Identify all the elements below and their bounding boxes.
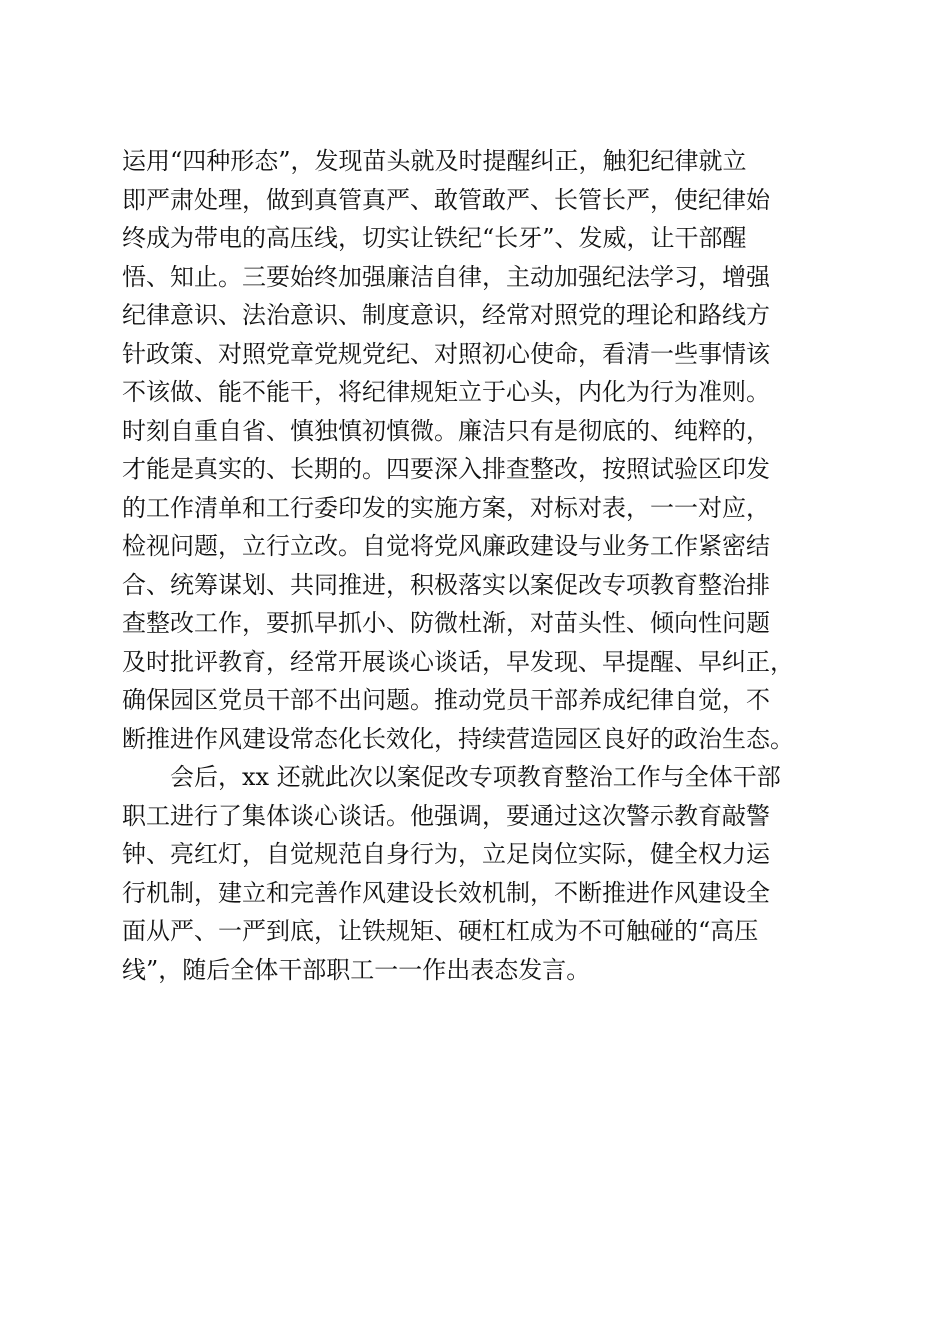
text-line: 面从严、一严到底，让铁规矩、硬杠杠成为不可触碰的“高压 bbox=[122, 917, 759, 945]
text-line: 终成为带电的高压线，切实让铁纪“长牙”、发威，让干部醒 bbox=[122, 224, 747, 252]
text-line: 时刻自重自省、慎独慎初慎微。廉洁只有是彻底的、纯粹的， bbox=[122, 416, 770, 445]
text-line: 职工进行了集体谈心谈话。他强调，要通过这次警示教育敲警 bbox=[122, 801, 770, 830]
text-line: 断推进作风建设常态化长效化，持续营造园区良好的政治生态。 bbox=[122, 724, 794, 753]
text-line: 即严肃处理，做到真管真严、敢管敢严、长管长严，使纪律始 bbox=[122, 185, 770, 214]
text-line: 行机制，建立和完善作风建设长效机制，不断推进作风建设全 bbox=[122, 878, 770, 907]
text-line: 线”，随后全体干部职工一一作出表态发言。 bbox=[122, 955, 591, 984]
text-line: 运用“四种形态”，发现苗头就及时提醒纠正，触犯纪律就立 bbox=[122, 147, 747, 175]
text-line: 检视问题，立行立改。自觉将党风廉政建设与业务工作紧密结 bbox=[122, 532, 770, 560]
paragraph-2 bbox=[122, 758, 832, 989]
paragraph-1 bbox=[122, 142, 832, 758]
text-line: 合、统筹谋划、共同推进，积极落实以案促改专项教育整治排 bbox=[122, 570, 770, 599]
body-text bbox=[122, 142, 832, 989]
text-line: 钟、亮红灯，自觉规范自身行为，立足岗位实际，健全权力运 bbox=[122, 840, 770, 868]
text-line: 才能是真实的、长期的。四要深入排查整改，按照试验区印发 bbox=[122, 455, 770, 483]
text-line: 纪律意识、法治意识、制度意识，经常对照党的理论和路线方 bbox=[122, 301, 770, 329]
text-line: 针政策、对照党章党规党纪、对照初心使命，看清一些事情该 bbox=[122, 339, 770, 368]
text-line: 会后，xx 还就此次以案促改专项教育整治工作与全体干部 bbox=[122, 763, 781, 791]
text-line: 的工作清单和工行委印发的实施方案，对标对表，一一对应， bbox=[122, 493, 770, 522]
text-line: 确保园区党员干部不出问题。推动党员干部养成纪律自觉，不 bbox=[122, 686, 770, 714]
text-line: 不该做、能不能干，将纪律规矩立于心头，内化为行为准则。 bbox=[122, 378, 770, 406]
text-line: 及时批评教育，经常开展谈心谈话，早发现、早提醒、早纠正， bbox=[122, 647, 794, 676]
text-line: 悟、知止。三要始终加强廉洁自律，主动加强纪法学习，增强 bbox=[122, 262, 770, 291]
text-line: 查整改工作，要抓早抓小、防微杜渐，对苗头性、倾向性问题 bbox=[122, 609, 770, 637]
